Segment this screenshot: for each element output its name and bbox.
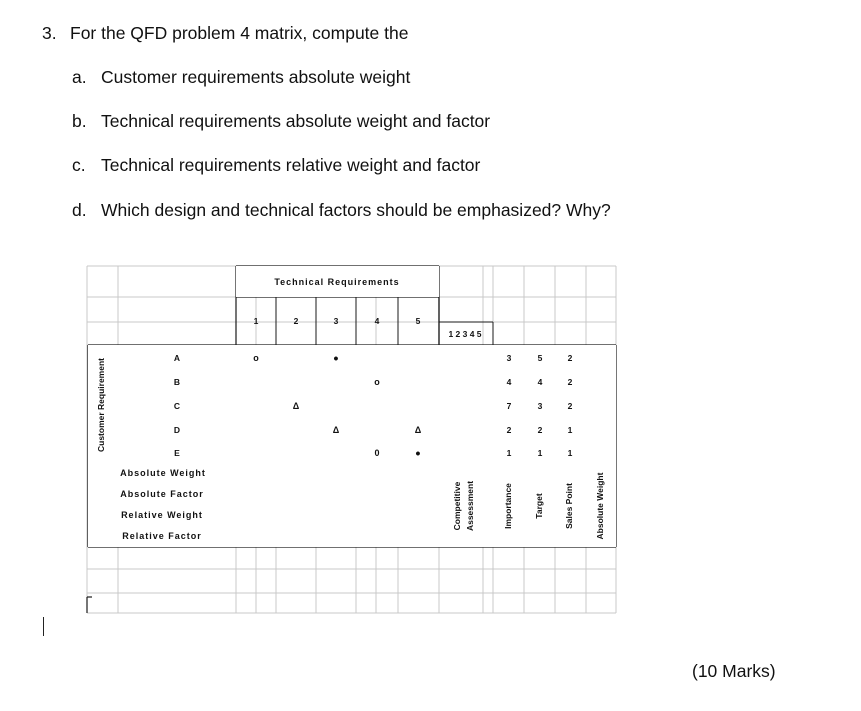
target-column-label: Target	[534, 493, 544, 519]
part-text: Technical requirements absolute weight and factor	[101, 111, 491, 131]
importance-value: 4	[506, 377, 512, 387]
competitive-label: Competitive	[452, 481, 462, 531]
technical-requirements-header: Technical Requirements	[274, 277, 400, 287]
part-letter: b.	[72, 111, 87, 131]
relationship-symbol: Δ	[414, 425, 422, 435]
customer-label: B	[173, 377, 181, 387]
question-prompt: For the QFD problem 4 matrix, compute the	[70, 23, 409, 43]
importance-value: 3	[506, 353, 512, 363]
importance-value: 1	[506, 448, 512, 458]
part-letter: d.	[72, 200, 87, 220]
part-text: Technical requirements relative weight and factor	[101, 155, 481, 175]
relationship-symbol: Δ	[292, 401, 300, 411]
bottom-row-label: Relative Weight	[121, 510, 203, 520]
sales-point-value: 1	[567, 448, 573, 458]
customer-requirement-label: Customer Requirement	[96, 358, 106, 452]
bottom-row-label: Absolute Weight	[120, 468, 206, 478]
tech-number: 5	[415, 316, 421, 326]
sales-point-value: 2	[567, 353, 573, 363]
sales-point-value: 2	[567, 377, 573, 387]
part-text: Customer requirements absolute weight	[101, 67, 411, 87]
relationship-symbol: Δ	[332, 425, 340, 435]
bottom-row-label: Relative Factor	[122, 531, 202, 541]
question-number: 3.	[42, 23, 57, 43]
sales-point-column-label: Sales Point	[564, 483, 574, 529]
importance-column-label: Importance	[503, 483, 513, 529]
sales-point-value: 2	[567, 401, 573, 411]
bottom-row-label: Absolute Factor	[120, 489, 204, 499]
text-cursor	[43, 617, 44, 636]
tech-number: 4	[374, 316, 380, 326]
importance-value: 7	[506, 401, 512, 411]
assessment-label: Assessment	[465, 480, 475, 532]
tech-number: 1	[253, 316, 259, 326]
relationship-symbol: •	[333, 350, 339, 366]
tech-number: 2	[293, 316, 299, 326]
sales-point-value: 1	[567, 425, 573, 435]
absolute-weight-column-label: Absolute Weight	[595, 472, 605, 540]
customer-label: A	[173, 353, 181, 363]
target-value: 5	[537, 353, 543, 363]
relationship-symbol: 0	[374, 448, 380, 458]
relationship-symbol: •	[415, 445, 421, 461]
relationship-symbol: o	[374, 377, 380, 387]
customer-label: D	[173, 425, 181, 435]
target-value: 3	[537, 401, 543, 411]
marks-label: (10 Marks)	[692, 661, 776, 681]
target-value: 4	[537, 377, 543, 387]
customer-label: C	[173, 401, 181, 411]
target-value: 1	[537, 448, 543, 458]
relationship-symbol: o	[253, 353, 259, 363]
importance-scale: 1 2 3 4 5	[448, 329, 482, 339]
tech-number: 3	[333, 316, 339, 326]
part-letter: a.	[72, 67, 87, 87]
part-text: Which design and technical factors should be emphasized? Why?	[101, 200, 611, 220]
importance-value: 2	[506, 425, 512, 435]
part-letter: c.	[72, 155, 86, 175]
target-value: 2	[537, 425, 543, 435]
customer-label: E	[174, 448, 180, 458]
